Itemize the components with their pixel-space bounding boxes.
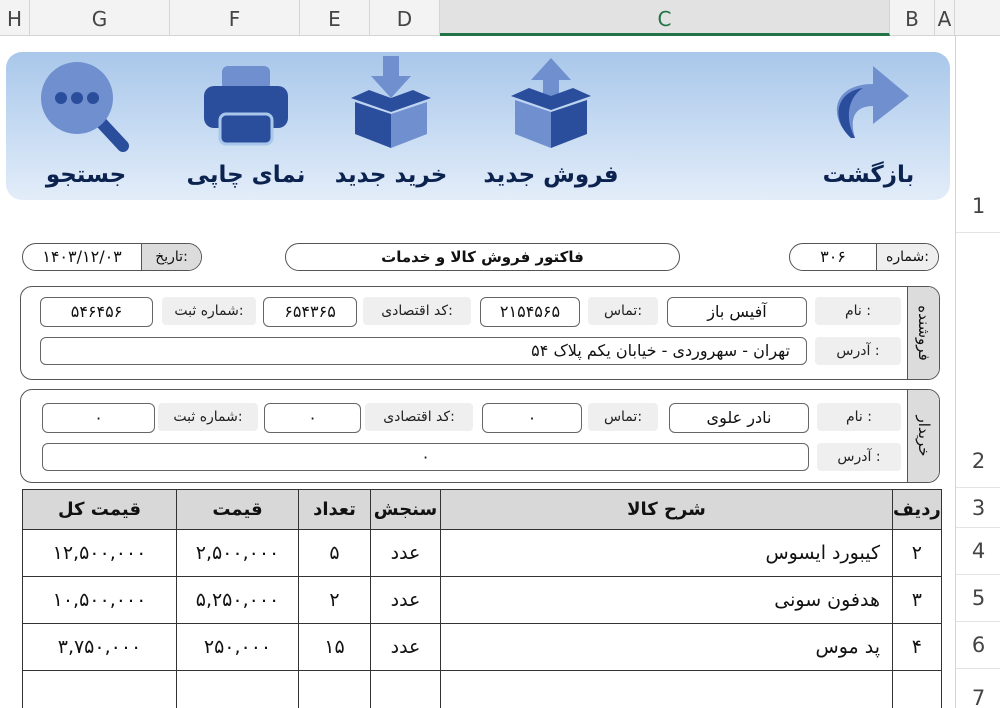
seller-tab bbox=[907, 287, 939, 379]
row-header-6[interactable]: 6 bbox=[956, 622, 1000, 669]
new-purchase-label: خرید جدید bbox=[334, 162, 448, 188]
cell-unit[interactable]: عدد bbox=[371, 577, 441, 624]
cell-qty[interactable]: ۱۵ bbox=[299, 624, 371, 671]
header-qty[interactable]: تعداد bbox=[299, 490, 371, 530]
row-header-5[interactable]: 5 bbox=[956, 575, 1000, 622]
cell-unit[interactable]: عدد bbox=[371, 624, 441, 671]
seller-tab-label: فروشنده bbox=[914, 305, 933, 361]
column-header-e[interactable]: E bbox=[300, 0, 370, 36]
back-label: بازگشت bbox=[822, 162, 915, 188]
cell-row-number[interactable]: ۳ bbox=[893, 577, 942, 624]
column-header-h[interactable]: H bbox=[0, 0, 30, 36]
cell-price[interactable]: ۲,۵۰۰,۰۰۰ bbox=[177, 530, 299, 577]
buyer-reg-number-label: شماره ثبت: bbox=[158, 403, 258, 431]
cell-price[interactable]: ۲۵۰,۰۰۰ bbox=[177, 624, 299, 671]
seller-reg-number-label: شماره ثبت: bbox=[162, 297, 256, 325]
buyer-name-field[interactable]: نادر علوی bbox=[669, 403, 809, 433]
cell-row-number[interactable] bbox=[893, 671, 942, 708]
invoice-number-box bbox=[789, 243, 939, 271]
cell-total[interactable]: ۳,۷۵۰,۰۰۰ bbox=[23, 624, 177, 671]
cell-price[interactable] bbox=[177, 671, 299, 708]
cell-qty[interactable]: ۲ bbox=[299, 577, 371, 624]
new-purchase-button[interactable] bbox=[321, 52, 461, 200]
box-download-icon bbox=[343, 54, 439, 150]
seller-econ-code-label: کد اقتصادی: bbox=[363, 297, 471, 325]
row-header-4[interactable]: 4 bbox=[956, 528, 1000, 575]
invoice-date-box bbox=[22, 243, 202, 271]
back-button[interactable] bbox=[806, 52, 931, 200]
row-header-7[interactable]: 7 bbox=[956, 669, 1000, 708]
cell-description[interactable]: پد موس bbox=[441, 624, 893, 671]
buyer-tab-label: خریدار bbox=[914, 415, 933, 457]
table-row bbox=[23, 530, 942, 577]
cell-description[interactable] bbox=[441, 671, 893, 708]
buyer-name-label: نام : bbox=[817, 403, 901, 431]
invoice-date-value[interactable]: ۱۴۰۳/۱۲/۰۳ bbox=[42, 247, 122, 266]
back-arrow-icon bbox=[821, 58, 917, 150]
header-price[interactable]: قیمت bbox=[177, 490, 299, 530]
cell-row-number[interactable]: ۲ bbox=[893, 530, 942, 577]
buyer-contact-label: تماس: bbox=[588, 403, 658, 431]
column-header-b[interactable]: B bbox=[890, 0, 935, 36]
table-row bbox=[23, 671, 942, 708]
cell-unit[interactable] bbox=[371, 671, 441, 708]
seller-contact-label: تماس: bbox=[588, 297, 658, 325]
buyer-address-label: آدرس : bbox=[817, 443, 901, 471]
seller-econ-code-field[interactable]: ۶۵۴۳۶۵ bbox=[263, 297, 357, 327]
search-label: جستجو bbox=[45, 162, 127, 188]
header-description[interactable]: شرح کالا bbox=[441, 490, 893, 530]
column-header-a[interactable]: A bbox=[935, 0, 955, 36]
seller-name-label: نام : bbox=[815, 297, 901, 325]
column-header-f[interactable]: F bbox=[170, 0, 300, 36]
cell-price[interactable]: ۵,۲۵۰,۰۰۰ bbox=[177, 577, 299, 624]
cell-description[interactable]: کیبورد ایسوس bbox=[441, 530, 893, 577]
buyer-econ-code-field[interactable]: ۰ bbox=[264, 403, 361, 433]
column-header-g[interactable]: G bbox=[30, 0, 170, 36]
new-sale-label: فروش جدید bbox=[483, 162, 619, 188]
header-total[interactable]: قیمت کل bbox=[23, 490, 177, 530]
print-preview-button[interactable] bbox=[176, 52, 316, 200]
buyer-section bbox=[20, 389, 940, 483]
cell-qty[interactable]: ۵ bbox=[299, 530, 371, 577]
cell-total[interactable] bbox=[23, 671, 177, 708]
cell-description[interactable]: هدفون سونی bbox=[441, 577, 893, 624]
column-header-c[interactable]: C bbox=[440, 0, 890, 36]
action-ribbon bbox=[6, 52, 950, 200]
row-header-1[interactable]: 1 bbox=[956, 36, 1000, 233]
table-row bbox=[23, 624, 942, 671]
printer-icon bbox=[200, 64, 292, 154]
new-sale-button[interactable] bbox=[476, 52, 626, 200]
invoice-number-label: شماره: bbox=[876, 244, 938, 270]
buyer-address-field[interactable]: ۰ bbox=[42, 443, 809, 471]
seller-reg-number-field[interactable]: ۵۴۶۴۵۶ bbox=[40, 297, 153, 327]
buyer-econ-code-label: کد اقتصادی: bbox=[365, 403, 473, 431]
cell-total[interactable]: ۱۲,۵۰۰,۰۰۰ bbox=[23, 530, 177, 577]
seller-name-field[interactable]: آفیس باز bbox=[667, 297, 807, 327]
table-row bbox=[23, 577, 942, 624]
cell-row-number[interactable]: ۴ bbox=[893, 624, 942, 671]
seller-address-field[interactable]: تهران - سهروردی - خیابان یکم پلاک ۵۴ bbox=[40, 337, 807, 365]
row-header-2[interactable]: 2 bbox=[956, 233, 1000, 488]
header-unit[interactable]: سنجش bbox=[371, 490, 441, 530]
table-header-row bbox=[23, 490, 942, 530]
invoice-number-value[interactable]: ۳۰۶ bbox=[820, 247, 846, 266]
buyer-reg-number-field[interactable]: ۰ bbox=[42, 403, 155, 433]
header-row-number[interactable]: ردیف bbox=[893, 490, 942, 530]
items-table bbox=[22, 489, 942, 708]
seller-contact-field[interactable]: ۲۱۵۴۵۶۵ bbox=[480, 297, 580, 327]
cell-unit[interactable]: عدد bbox=[371, 530, 441, 577]
print-preview-label: نمای چاپی bbox=[186, 162, 306, 188]
box-upload-icon bbox=[503, 56, 599, 152]
column-header-bar bbox=[0, 0, 1000, 36]
invoice-title: فاکتور فروش کالا و خدمات bbox=[285, 243, 680, 271]
seller-section bbox=[20, 286, 940, 380]
cell-total[interactable]: ۱۰,۵۰۰,۰۰۰ bbox=[23, 577, 177, 624]
seller-address-label: آدرس : bbox=[815, 337, 901, 365]
invoice-date-label: تاریخ: bbox=[141, 244, 201, 270]
row-header-3[interactable]: 3 bbox=[956, 488, 1000, 528]
search-dots-icon bbox=[39, 60, 133, 154]
search-button[interactable] bbox=[26, 52, 146, 200]
row-header-bar bbox=[955, 36, 1000, 708]
column-header-d[interactable]: D bbox=[370, 0, 440, 36]
cell-qty[interactable] bbox=[299, 671, 371, 708]
buyer-contact-field[interactable]: ۰ bbox=[482, 403, 582, 433]
buyer-tab bbox=[907, 390, 939, 482]
